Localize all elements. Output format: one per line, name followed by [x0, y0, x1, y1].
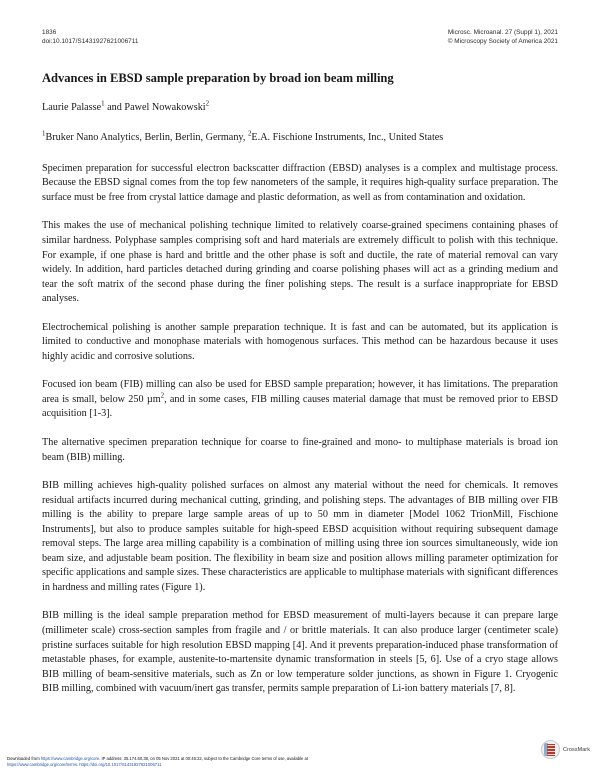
- author-1-name: Laurie Palasse: [42, 101, 102, 113]
- crossmark-arc-icon: [544, 743, 548, 756]
- body-paragraph: BIB milling is the ideal sample preparation method for EBSD measurement of multi-layers because it can prepare large (millimeter scale) cross-section samples from fragile and / or brittle materials. It can also produce larger (centimeter scale) pristine surfaces suitable for high resolution EBSD mapping [4]. And it prevents preparation-induced phase transformation of metastable phases, for example, austenite-to-martensite dynamic transformation in steels [5, 6]. Use of a cryo stage allows BIB milling of beam-sensitive materials, such as Zn or low temperature solder junctions, as shown in Figure 1. Cryogenic BIB milling, combined with vacuum/inert gas transfer, permits sample preparation of Li-ion battery materials [7, 8].: [42, 610, 558, 695]
- article-doi: doi:10.1017/S1431927621006711: [42, 38, 139, 46]
- fib-unit-exponent: 2: [160, 392, 165, 400]
- affiliation-1-marker: 1: [42, 130, 46, 138]
- download-separator: .: [76, 761, 80, 767]
- page-footer: [7, 740, 593, 768]
- crossmark-label: CrossMark: [563, 746, 590, 753]
- author-2-affiliation-marker: 2: [205, 100, 210, 108]
- author-list: [42, 101, 558, 114]
- affiliation-list: [42, 131, 558, 144]
- copyright-line: © Microscopy Society of America 2021: [447, 38, 558, 46]
- fib-text-prefix: Focused ion beam (FIB) milling can also be used for EBSD sample preparation; however, it has limitations. The preparation area is small, below 250: [42, 379, 558, 405]
- body-paragraph: Electrochemical polishing is another sample preparation technique. It is fast and can be automated, but its application is limited to conductive and monophase materials with homogenous surfaces. This method can be hazardous because it uses highly acidic and corrosive solutions.: [42, 321, 558, 362]
- running-head-right: [448, 28, 558, 47]
- body-paragraph: The alternative specimen preparation technique for coarse to fine-grained and mono- to multiphase materials is broad ion beam (BIB) milling.: [42, 437, 558, 463]
- author-1-affiliation-marker: 1: [101, 100, 105, 108]
- crossmark-badge[interactable]: [541, 740, 593, 768]
- crossmark-icon: [541, 740, 560, 759]
- fib-unit: µm: [146, 393, 161, 405]
- body-paragraph: BIB milling achieves high-quality polished surfaces on almost any material without the need for chemicals. It removes residual artifacts incurred during mechanical cutting, grinding, and polishing steps. The advantages of BIB milling over FIB milling is the ability to prepare large sample areas of up to 50 mm in diameter [Model 1062 TrionMill, Fischione Instruments], but also to produce samples suitable for high-speed EBSD acquisition without requiring subsequent damage removal steps. The large area milling capability is a combination of milling using three ion sources simultaneously, wide ion beam size, and adjustable beam position. The flexibility in beam size and position allows milling parameter optimization for specific applications and sample sizes. These characteristics are applicable to multiphase materials with significant differences in hardness and milling rates (Figure 1).: [42, 480, 558, 593]
- page-number: 1836: [42, 29, 57, 36]
- article-title: Advances in EBSD sample preparation by broad ion beam milling: [42, 70, 394, 85]
- running-head: [42, 28, 558, 47]
- page-content: [42, 28, 558, 707]
- affiliation-1-text: Bruker Nano Analytics, Berlin, Berlin, Germany,: [45, 131, 248, 143]
- download-notice-line-2: [7, 762, 308, 768]
- author-conjunction: and: [104, 101, 125, 113]
- download-details: . IP address: 35.174.60.38, on 05 Nov 2021 at 00:45:22, subject to the Cambridge Core terms of use, available at: [99, 755, 308, 761]
- cambridge-terms-link[interactable]: https://www.cambridge.org/core/terms: [7, 761, 77, 767]
- affiliation-2-marker: 2: [247, 130, 252, 138]
- body-paragraph-fib: [42, 378, 558, 422]
- body-paragraph: This makes the use of mechanical polishing technique limited to relatively coarse-grained specimens containing phases of similar hardness. Polyphase samples comprising soft and hard materials are extremely difficult to polish with this technique. For example, if one phase is hard and brittle and the other phase is soft and ductile, the rate of material removal can vary widely. In addition, hard particles detached during grinding and coarse polishing phases will act as a grinding medium and tear the soft matrix of the second phase during the finer polishing steps. The result is a surface inappropriate for EBSD analyses.: [42, 220, 558, 305]
- doi-link[interactable]: https://doi.org/10.1017/S1431927621006711: [79, 761, 162, 767]
- journal-citation: Microsc. Microanal. 27 (Suppl 1), 2021: [447, 29, 558, 36]
- affiliation-2-text: E.A. Fischione Instruments, Inc., United States: [251, 131, 444, 143]
- author-2-name: Pawel Nowakowski: [124, 101, 206, 113]
- body-paragraph: Specimen preparation for successful electron backscatter diffraction (EBSD) analyses is a complex and multistage process. Because the EBSD signal comes from the top few nanometers of the sample, it requires high-quality surface preparation. The surface must be free from crystal lattice damage and plastic deformation, as well as from contamination and oxidation.: [42, 162, 558, 203]
- cambridge-core-link[interactable]: https://www.cambridge.org/core: [40, 755, 100, 761]
- download-prefix: Downloaded from: [7, 755, 41, 761]
- fib-text-suffix: , and in some cases, FIB milling causes material damage that must be removed prior to EBSD acquisition [1-3].: [42, 393, 558, 420]
- download-notice: [7, 756, 308, 768]
- running-head-left: [42, 28, 138, 47]
